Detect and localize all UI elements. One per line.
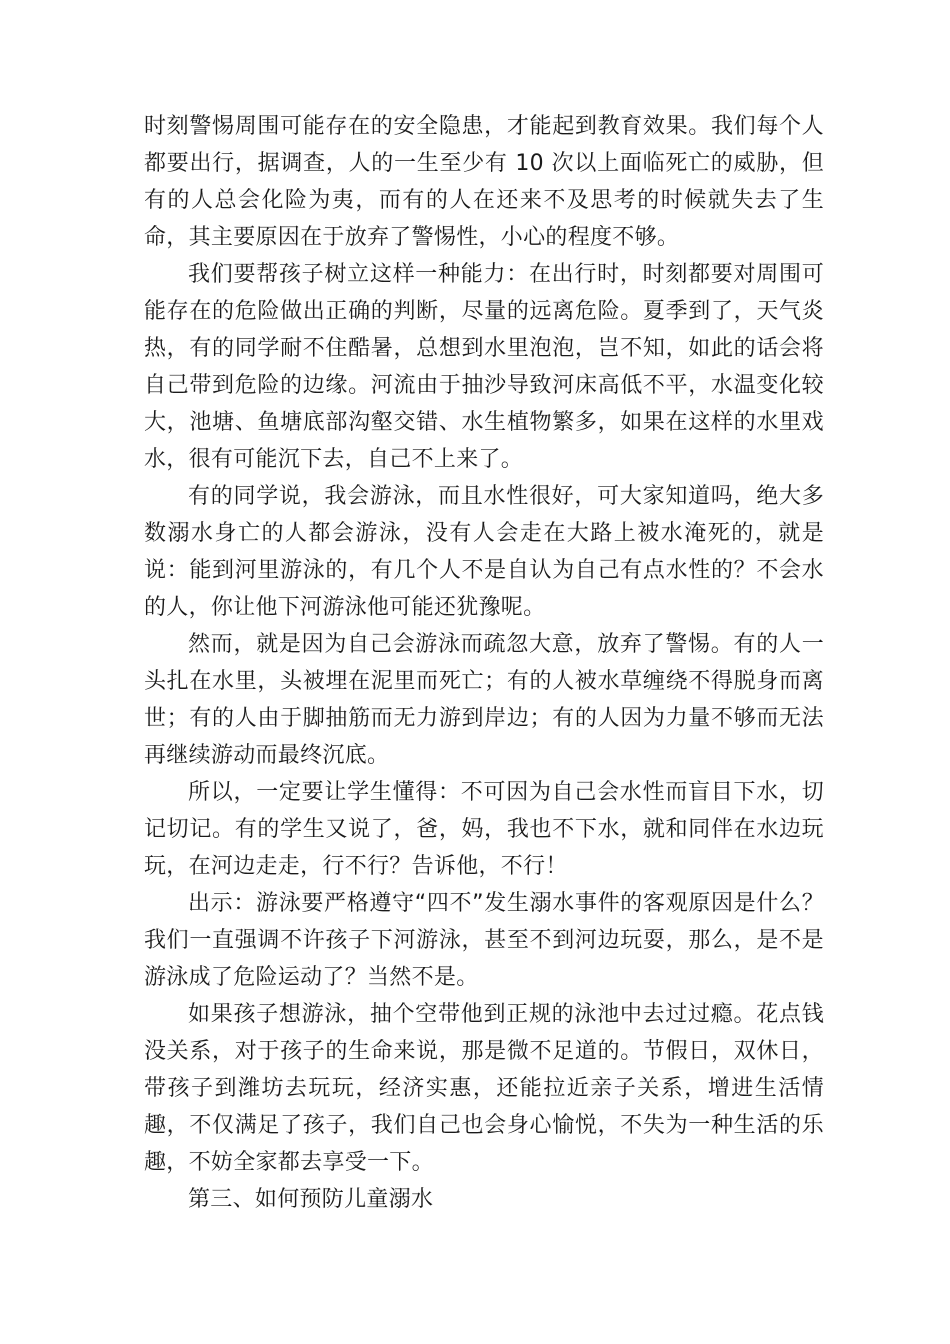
paragraph: 所以，一定要让学生懂得：不可因为自己会水性而盲目下水，切记切记。有的学生又说了，爸，妈，我也不下水，就和同伴在水边玩玩，在河边走走，行不行？告诉他，不行！: [144, 780, 824, 879]
paragraph: 然而，就是因为自己会游泳而疏忽大意，放弃了警惕。有的人一头扎在水里，头被埋在泥里而死亡；有的人被水草缠绕不得脱身而离世；有的人由于脚抽筋而无力游到岸边；有的人因为力量不够而无法再继续游动而最终沉底。: [144, 632, 824, 768]
paragraph-continuation: 时刻警惕周围可能存在的安全隐患，才能起到教育效果。我们每个人都要出行，据调查，人的一生至少有 10 次以上面临死亡的威胁，但有的人总会化险为夷，而有的人在还来不及思考的时候就失去了生命，其主要原因在于放弃了警惕性，小心的程度不够。: [144, 114, 824, 250]
paragraph: 我们要帮孩子树立这样一种能力：在出行时，时刻都要对周围可能存在的危险做出正确的判断，尽量的远离危险。夏季到了，天气炎热，有的同学耐不住酷暑，总想到水里泡泡，岂不知，如此的话会将自己带到危险的边缘。河流由于抽沙导致河床高低不平，水温变化较大，池塘、鱼塘底部沟壑交错、水生植物繁多，如果在这样的水里戏水，很有可能沉下去，自己不上来了。: [144, 262, 824, 472]
section-heading: 第三、如何预防儿童溺水: [188, 1187, 434, 1212]
paragraph: 出示：游泳要严格遵守“四不”发生溺水事件的客观原因是什么？我们一直强调不许孩子下河游泳，甚至不到河边玩耍，那么，是不是游泳成了危险运动了？当然不是。: [144, 891, 824, 990]
paragraph: 如果孩子想游泳，抽个空带他到正规的泳池中去过过瘾。花点钱没关系，对于孩子的生命来说，那是微不足道的。节假日，双休日，带孩子到潍坊去玩玩，经济实惠，还能拉近亲子关系，增进生活情趣，不仅满足了孩子，我们自己也会身心愉悦，不失为一种生活的乐趣，不妨全家都去享受一下。: [144, 1002, 824, 1175]
document-body: [144, 108, 824, 1218]
paragraph: 有的同学说，我会游泳，而且水性很好，可大家知道吗，绝大多数溺水身亡的人都会游泳，没有人会走在大路上被水淹死的，就是说：能到河里游泳的，有几个人不是自认为自己有点水性的？不会水的人，你让他下河游泳他可能还犹豫呢。: [144, 484, 824, 620]
